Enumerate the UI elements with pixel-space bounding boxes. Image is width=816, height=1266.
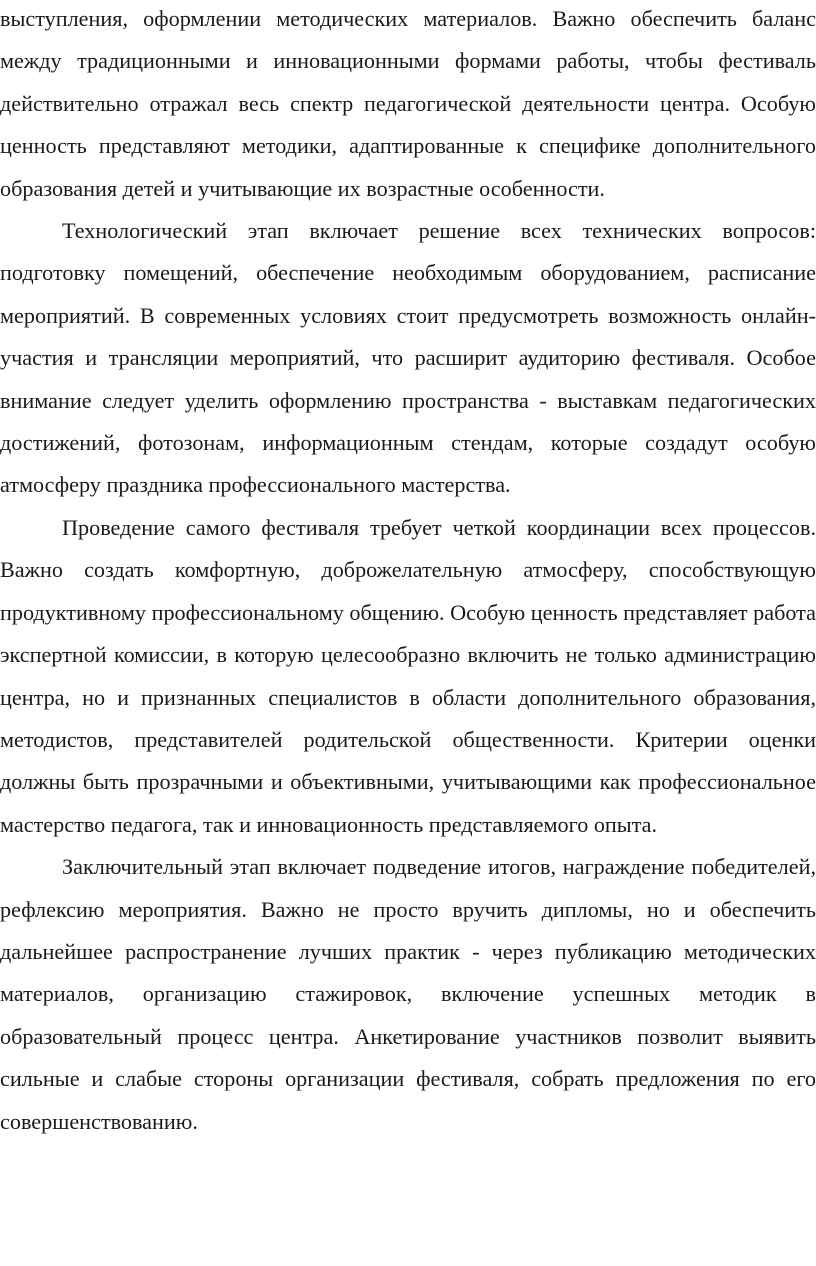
paragraph-technological-stage: Технологический этап включает решение всех технических вопросов: подготовку помещений, обеспечение необходимым оборудованием, расписание мероприятий. В современных условиях стоит предусмотреть возможность онлайн-участия и трансляции мероприятий, что расширит аудиторию фестиваля. Особое внимание следует уделить оформлению пространства - выставкам педагогических достижений, фотозонам, информационным стендам, которые создадут особую атмосферу праздника профессионального мастерства. (0, 218, 816, 498)
paragraph-continuation: выступления, оформлении методических материалов. Важно обеспечить баланс между традиционными и инновационными формами работы, чтобы фестиваль действительно отражал весь спектр педагогической деятельности центра. Особую ценность представляют методики, адаптированные к специфике дополнительного образования детей и учитывающие их возрастные особенности. (0, 6, 816, 201)
paragraph-festival-conduct: Проведение самого фестиваля требует четкой координации всех процессов. Важно создать комфортную, доброжелательную атмосферу, способствующую продуктивному профессиональному общению. Особую ценность представляет работа экспертной комиссии, в которую целесообразно включить не только администрацию центра, но и признанных специалистов в области дополнительного образования, методистов, представителей родительской общественности. Критерии оценки должны быть прозрачными и объективными, учитывающими как профессиональное мастерство педагога, так и инновационность представляемого опыта. (0, 514, 816, 837)
paragraph-final-stage: Заключительный этап включает подведение итогов, награждение победителей, рефлексию мероприятия. Важно не просто вручить дипломы, но и обеспечить дальнейшее распространение лучших практик - через публикацию методических материалов, организацию стажировок, включение успешных методик в образовательный процесс центра. Анкетирование участников позволит выявить сильные и слабые стороны организации фестиваля, собрать предложения по его совершенствованию. (0, 854, 816, 1134)
